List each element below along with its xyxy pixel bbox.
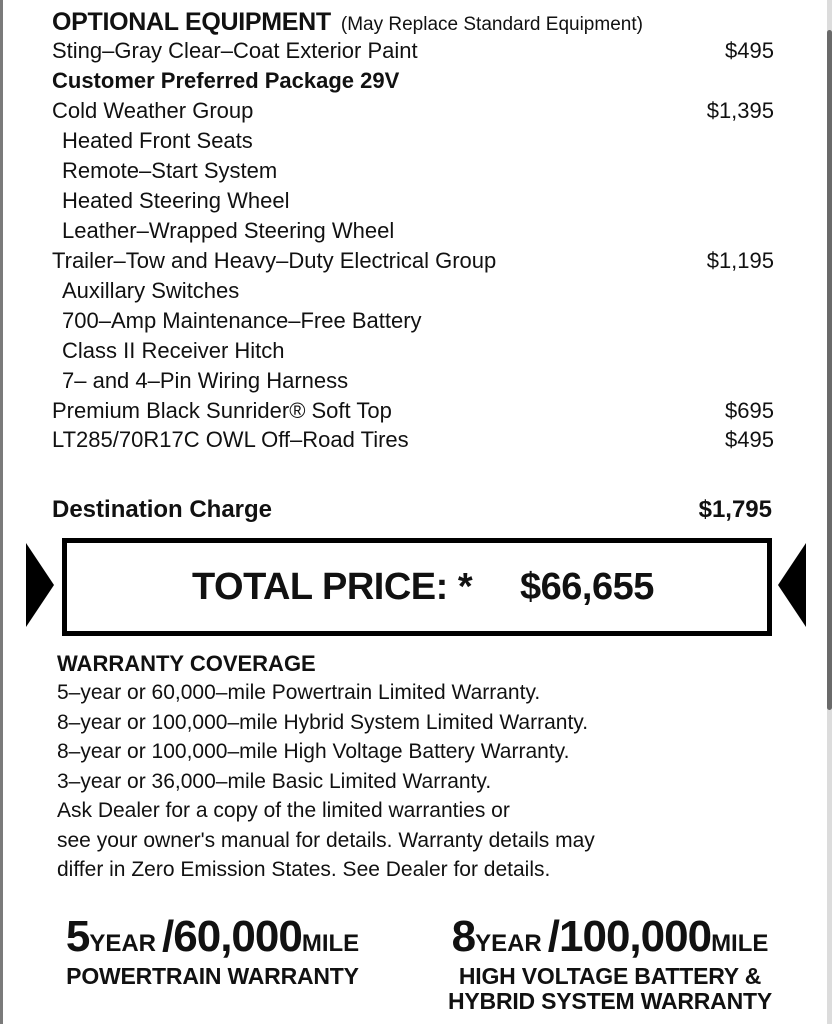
- equipment-subitem: [52, 306, 774, 336]
- equipment-price: $495: [725, 427, 774, 452]
- equipment-label: Remote–Start System: [62, 158, 278, 183]
- equipment-label: Heated Steering Wheel: [62, 188, 290, 213]
- warranty-line: Ask Dealer for a copy of the limited warranties or: [57, 799, 510, 822]
- warranty-coverage-title: WARRANTY COVERAGE: [57, 651, 316, 676]
- equipment-label: Heated Front Seats: [62, 128, 253, 153]
- badge-headline: 5YEAR /60,000MILE: [65, 912, 360, 961]
- optional-equipment-title: OPTIONAL EQUIPMENT: [52, 8, 331, 36]
- total-price-box: [62, 538, 772, 636]
- equipment-price: $1,195: [706, 248, 774, 273]
- equipment-price: $1,395: [706, 98, 774, 123]
- equipment-row: [52, 36, 774, 66]
- pointer-right-icon: [26, 543, 54, 627]
- package-label: Customer Preferred Package 29V: [52, 68, 400, 93]
- equipment-row: [52, 396, 774, 426]
- warranty-line: see your owner's manual for details. Warranty details may: [57, 828, 595, 852]
- equipment-label: Class II Receiver Hitch: [62, 338, 285, 363]
- badge-mile-unit: MILE: [301, 930, 360, 957]
- equipment-label: Cold Weather Group: [52, 98, 254, 123]
- destination-charge-price: $1,795: [698, 496, 772, 523]
- equipment-subitem: [52, 126, 774, 156]
- badge-caption: POWERTRAIN WARRANTY: [66, 963, 359, 989]
- left-border: [0, 0, 3, 1024]
- equipment-row: [52, 246, 774, 276]
- destination-charge-row: [52, 494, 772, 526]
- badge-year-unit: YEAR: [89, 930, 157, 957]
- equipment-price: $495: [725, 38, 774, 63]
- equipment-label: LT285/70R17C OWL Off–Road Tires: [52, 427, 409, 452]
- equipment-label: Premium Black Sunrider® Soft Top: [52, 398, 392, 423]
- warranty-line: differ in Zero Emission States. See Dealer for details.: [57, 858, 551, 881]
- destination-charge-label: Destination Charge: [52, 496, 273, 523]
- badge-mile-unit: MILE: [711, 930, 769, 957]
- equipment-label: Trailer–Tow and Heavy–Duty Electrical Group: [52, 248, 497, 273]
- equipment-label: 700–Amp Maintenance–Free Battery: [62, 308, 422, 333]
- badge-years: 5: [65, 912, 90, 961]
- equipment-subitem: [52, 336, 774, 366]
- equipment-label: Sting–Gray Clear–Coat Exterior Paint: [52, 38, 418, 63]
- equipment-label: Auxillary Switches: [62, 278, 240, 303]
- equipment-row: [52, 96, 774, 126]
- equipment-subitem: [52, 276, 774, 306]
- powertrain-warranty-badge: [40, 910, 385, 989]
- badge-year-unit: YEAR: [475, 930, 542, 957]
- warranty-coverage-section: [57, 650, 757, 885]
- warranty-line: 8–year or 100,000–mile Hybrid System Limited Warranty.: [57, 710, 589, 734]
- battery-hybrid-warranty-badge: [425, 910, 795, 1014]
- equipment-row: [52, 425, 774, 455]
- equipment-subitem: [52, 186, 774, 216]
- equipment-subitem: [52, 156, 774, 186]
- optional-equipment-header: [52, 8, 643, 37]
- warranty-line: 3–year or 36,000–mile Basic Limited Warranty.: [57, 769, 492, 793]
- total-price-value: $66,655: [520, 566, 654, 608]
- total-price-label: TOTAL PRICE: *: [192, 566, 473, 608]
- badge-caption: HIGH VOLTAGE BATTERY &: [458, 963, 762, 989]
- equipment-label: Leather–Wrapped Steering Wheel: [62, 218, 395, 243]
- scrollbar-thumb[interactable]: [827, 30, 832, 710]
- badge-caption-line2: HYBRID SYSTEM WARRANTY: [447, 988, 772, 1014]
- badge-miles: 100,000: [559, 912, 712, 961]
- equipment-subitem: [52, 216, 774, 246]
- equipment-price: $695: [725, 398, 774, 423]
- badge-years: 8: [451, 912, 476, 961]
- equipment-subitem: [52, 366, 774, 396]
- badge-headline: 8YEAR /100,000MILE: [451, 912, 769, 961]
- equipment-label: 7– and 4–Pin Wiring Harness: [62, 368, 349, 393]
- package-row: [52, 66, 774, 96]
- warranty-line: 8–year or 100,000–mile High Voltage Battery Warranty.: [57, 740, 570, 763]
- warranty-line: 5–year or 60,000–mile Powertrain Limited Warranty.: [57, 681, 541, 704]
- badge-miles: 60,000: [173, 912, 302, 961]
- optional-equipment-note: (May Replace Standard Equipment): [340, 14, 643, 35]
- pointer-left-icon: [778, 543, 806, 627]
